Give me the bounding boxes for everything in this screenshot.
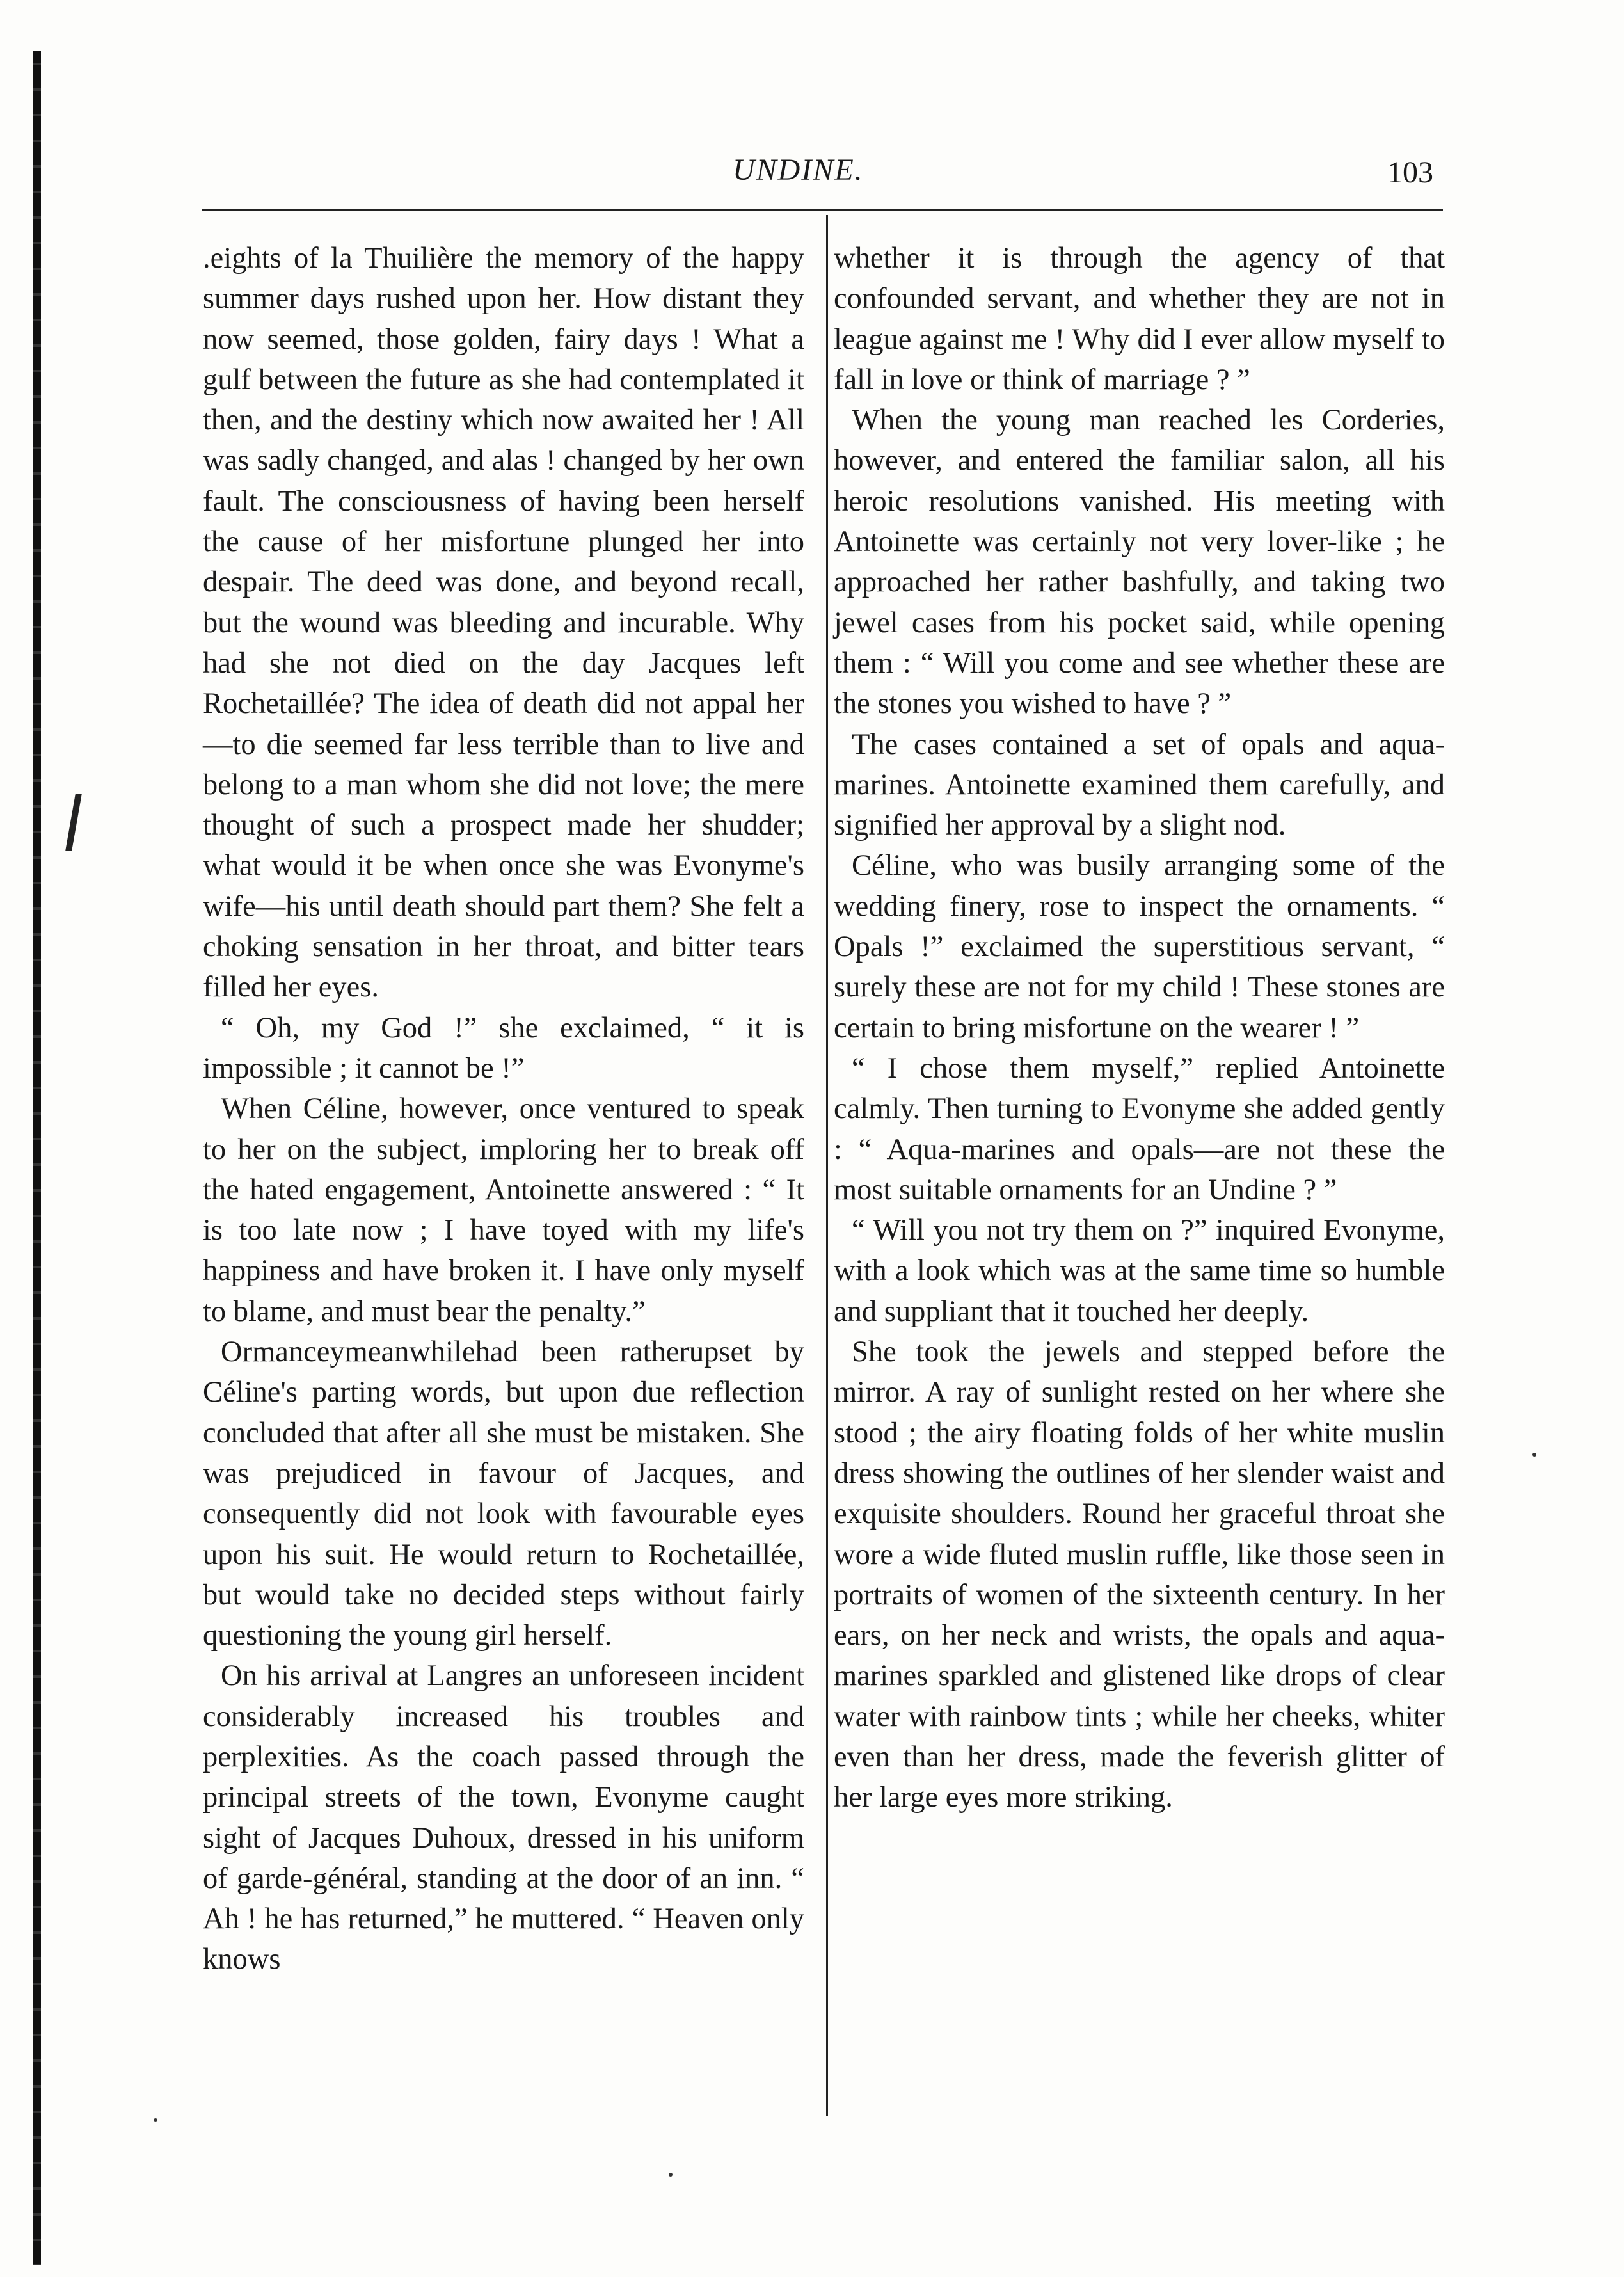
- page-number: 103: [1387, 156, 1433, 189]
- paragraph: .eights of la Thuilière the memory of the happy summer days rushed upon her. How distant they now seemed, those golden, fairy days ! What a gulf between the future as she had contemplated it then, and the destiny which now awaited her ! All was sadly changed, and alas ! changed by her own fault. The consciousness of having been herself the cause of her misfortune plunged her into despair. The deed was done, and beyond recall, but the wound was bleeding and incurable. Why had she not died on the day Jacques left Rochetaillée? The idea of death did not appal her—to die seemed far less terrible than to live and belong to a man whom she did not love; the mere thought of such a prospect made her shudder; what would it be when once she was Evonyme's wife—his until death should part them? She felt a choking sensation in her throat, and bitter tears filled her eyes.: [203, 242, 804, 1004]
- paragraph: “ Will you not try them on ?” inquired Evonyme, with a look which was at the same time so humble and suppliant that it touched her deeply.: [834, 1214, 1445, 1328]
- right-column: [834, 238, 1445, 1818]
- running-title: UNDINE.: [733, 153, 864, 187]
- paragraph: When Céline, however, once ventured to speak to her on the subject, imploring her to break off the hated engagement, Antoinette answered : “ It is too late now ; I have toyed with my life's happiness and have broken it. I have only myself to blame, and must bear the penalty.”: [203, 1092, 804, 1328]
- scan-speck: [1532, 1453, 1536, 1457]
- scan-speck: [154, 2118, 157, 2122]
- paragraph: “ I chose them myself,” replied Antoinette calmly. Then turning to Evonyme she added gently : “ Aqua-marines and opals—are not these the most suitable ornaments for an Undine ? ”: [834, 1051, 1445, 1206]
- left-column: [203, 238, 804, 1980]
- paragraph: On his arrival at Langres an unforeseen incident considerably increased his troubles and perplexities. As the coach passed through the principal streets of the town, Evonyme caught sight of Jacques Duhoux, dressed in his uniform of garde-général, standing at the door of an inn. “ Ah ! he has returned,” he muttered. “ Heaven only knows: [203, 1659, 804, 1976]
- scan-speck: [669, 2173, 673, 2177]
- paragraph: The cases contained a set of opals and aqua-marines. Antoinette examined them carefully, and signified her approval by a slight nod.: [834, 728, 1445, 842]
- page-header: [202, 146, 1446, 204]
- header-rule: [202, 209, 1443, 211]
- paragraph: “ Oh, my God !” she exclaimed, “ it is impossible ; it cannot be !”: [203, 1011, 804, 1085]
- column-divider: [826, 215, 828, 2116]
- paragraph: whether it is through the agency of that confounded servant, and whether they are not in league against me ! Why did I ever allow myself to fall in love or think of marriage ? ”: [834, 242, 1445, 396]
- paragraph: She took the jewels and stepped before the mirror. A ray of sunlight rested on her where she stood ; the airy floating folds of her white muslin dress showing the outlines of her slender waist and exquisite shoulders. Round her graceful throat she wore a wide fluted muslin ruffle, like those seen in portraits of women of the sixteenth century. In her ears, on her neck and wrists, the opals and aqua-marines sparkled and glistened like drops of clear water with rainbow tints ; while her cheeks, whiter even than her dress, made the feverish glitter of her large eyes more striking.: [834, 1336, 1445, 1814]
- binding-mark: [65, 794, 82, 851]
- binding-edge: [33, 51, 41, 2265]
- paragraph: Ormanceymeanwhilehad been ratherupset by Céline's parting words, but upon due reflection concluded that after all she must be mistaken. She was prejudiced in favour of Jacques, and consequently did not look with favourable eyes upon his suit. He would return to Rochetaillée, but would take no decided steps without fairly questioning the young girl herself.: [203, 1336, 804, 1652]
- paragraph: Céline, who was busily arranging some of the wedding finery, rose to inspect the ornaments. “ Opals !” exclaimed the superstitious servant, “ surely these are not for my child ! These stones are certain to bring misfortune on the wearer ! ”: [834, 849, 1445, 1044]
- paragraph: When the young man reached les Corderies, however, and entered the familiar salon, all his heroic resolutions vanished. His meeting with Antoinette was certainly not very lover-like ; he approached her rather bashfully, and taking two jewel cases from his pocket said, while opening them : “ Will you come and see whether these are the stones you wished to have ? ”: [834, 404, 1445, 721]
